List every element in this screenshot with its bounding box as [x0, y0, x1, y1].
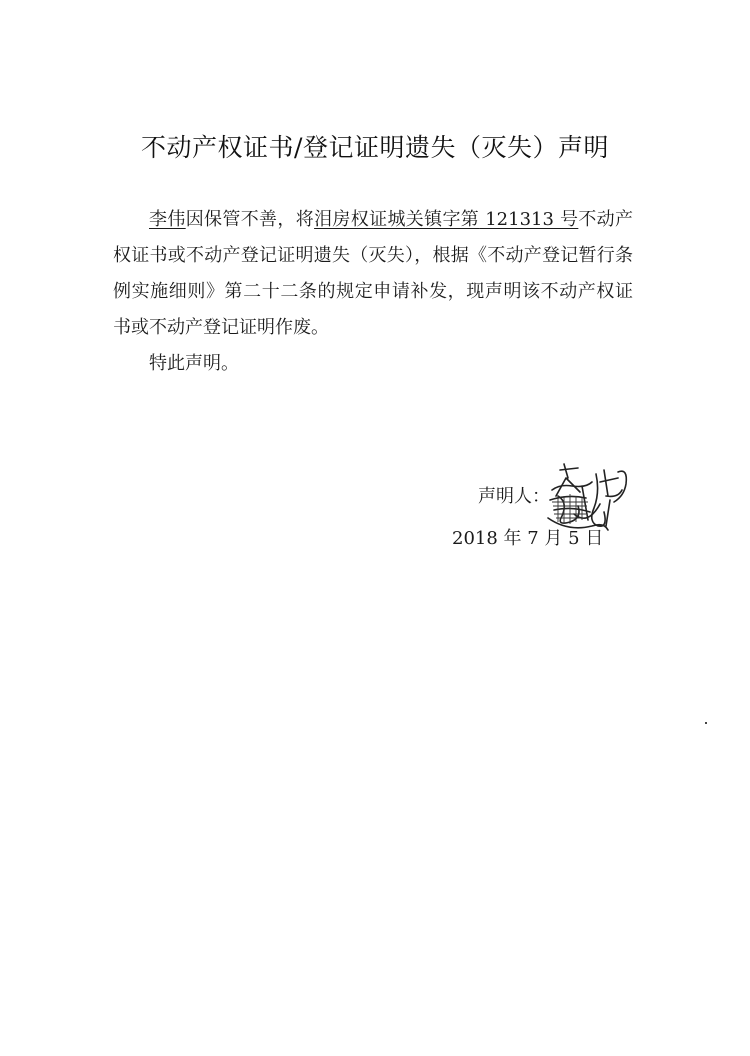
- declaration-body: [113, 202, 633, 382]
- certificate-prefix: 泪房权证城关镇字第: [314, 209, 480, 230]
- declarant-name: 李伟: [149, 209, 186, 230]
- certificate-suffix: 号: [560, 209, 579, 230]
- scan-speck: [705, 722, 707, 724]
- paragraph-text-a: 因保管不善，将: [185, 209, 315, 230]
- certificate-number: 121313: [479, 209, 560, 230]
- document-title: 不动产权证书/登记证明遗失（灭失）声明: [141, 133, 609, 162]
- declaration-date: 2018 年 7 月 5 日: [452, 528, 604, 549]
- declarant-label: 声明人：: [478, 486, 550, 507]
- closing-statement: 特此声明。: [149, 353, 239, 374]
- paragraph-text-b: 不动产权证书或不动产登记证明遗失（灭失），根据《不动产登记暂行条例实施细则》第二十二条的规定申请补发，现声明该不动产权证书或不动产登记证明作废。: [113, 209, 634, 338]
- declaration-paragraph: [113, 202, 633, 346]
